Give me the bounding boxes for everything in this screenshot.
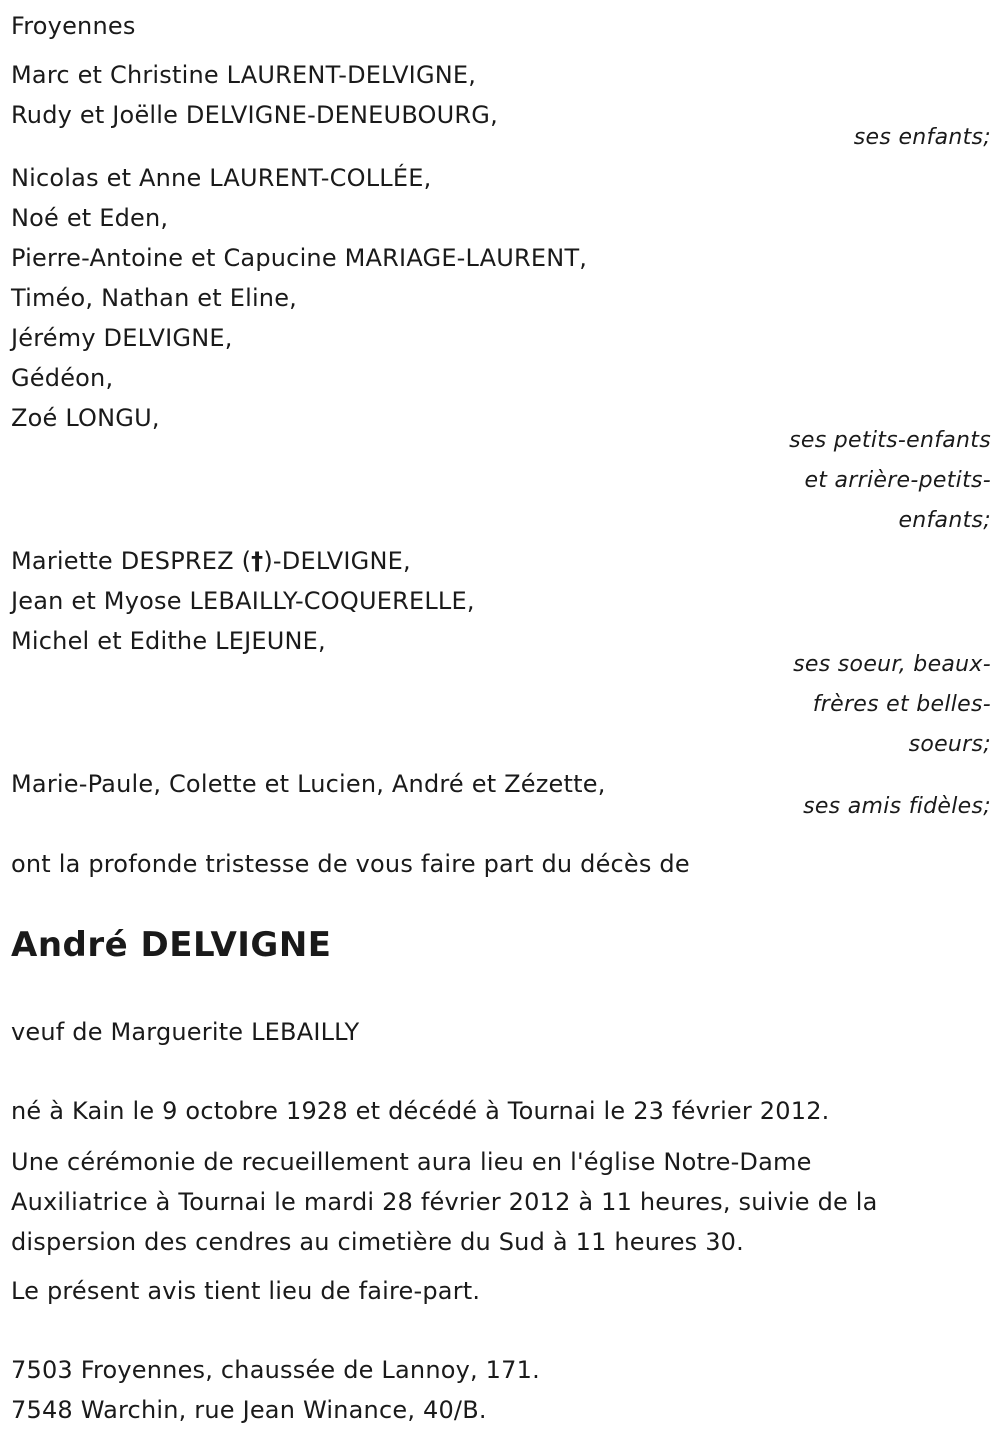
siblings-line-1-after: )-DELVIGNE, — [263, 547, 411, 575]
children-line-2: Rudy et Joëlle DELVIGNE-DENEUBOURG, — [11, 101, 498, 129]
siblings-line-1-before: Mariette DESPREZ ( — [11, 547, 252, 575]
grandchildren-role-2: et arrière-petits- — [804, 468, 991, 493]
cross-icon: † — [251, 547, 264, 575]
grandchildren-line-2: Noé et Eden, — [11, 204, 169, 232]
children-line-1: Marc et Christine LAURENT-DELVIGNE, — [11, 61, 477, 89]
grandchildren-line-4: Timéo, Nathan et Eline, — [11, 284, 298, 312]
address-line-2: 7548 Warchin, rue Jean Winance, 40/B. — [11, 1396, 487, 1424]
ceremony-line-2: Auxiliatrice à Tournai le mardi 28 février 2012 à 11 heures, suivie de la — [11, 1188, 878, 1216]
grandchildren-line-7: Zoé LONGU, — [11, 404, 160, 432]
deceased-name: André DELVIGNE — [11, 925, 332, 965]
grandchildren-line-3: Pierre-Antoine et Capucine MARIAGE-LAURENT, — [11, 244, 588, 272]
grandchildren-role-1: ses petits-enfants — [789, 428, 991, 453]
friends-role: ses amis fidèles; — [803, 794, 991, 819]
announcement-text: ont la profonde tristesse de vous faire part du décès de — [11, 850, 690, 878]
grandchildren-line-5: Jérémy DELVIGNE, — [11, 324, 233, 352]
children-role: ses enfants; — [853, 125, 991, 150]
siblings-role-1: ses soeur, beaux- — [793, 652, 991, 677]
grandchildren-role-3: enfants; — [898, 508, 991, 533]
ceremony-line-3: dispersion des cendres au cimetière du Sud à 11 heures 30. — [11, 1228, 744, 1256]
notice-text: Le présent avis tient lieu de faire-part. — [11, 1277, 481, 1305]
siblings-role-3: soeurs; — [908, 732, 991, 757]
friends-line: Marie-Paule, Colette et Lucien, André et Zézette, — [11, 770, 606, 798]
grandchildren-line-6: Gédéon, — [11, 364, 114, 392]
siblings-line-2: Jean et Myose LEBAILLY-COQUERELLE, — [11, 587, 475, 615]
address-line-1: 7503 Froyennes, chaussée de Lannoy, 171. — [11, 1356, 540, 1384]
ceremony-line-1: Une cérémonie de recueillement aura lieu en l'église Notre-Dame — [11, 1148, 812, 1176]
siblings-role-2: frères et belles- — [812, 692, 991, 717]
grandchildren-line-1: Nicolas et Anne LAURENT-COLLÉE, — [11, 164, 432, 192]
siblings-line-1 — [11, 541, 991, 581]
birth-death-dates: né à Kain le 9 octobre 1928 et décédé à Tournai le 23 février 2012. — [11, 1097, 830, 1125]
siblings-line-3: Michel et Edithe LEJEUNE, — [11, 627, 326, 655]
header-place: Froyennes — [11, 12, 136, 40]
widower-text: veuf de Marguerite LEBAILLY — [11, 1018, 360, 1046]
